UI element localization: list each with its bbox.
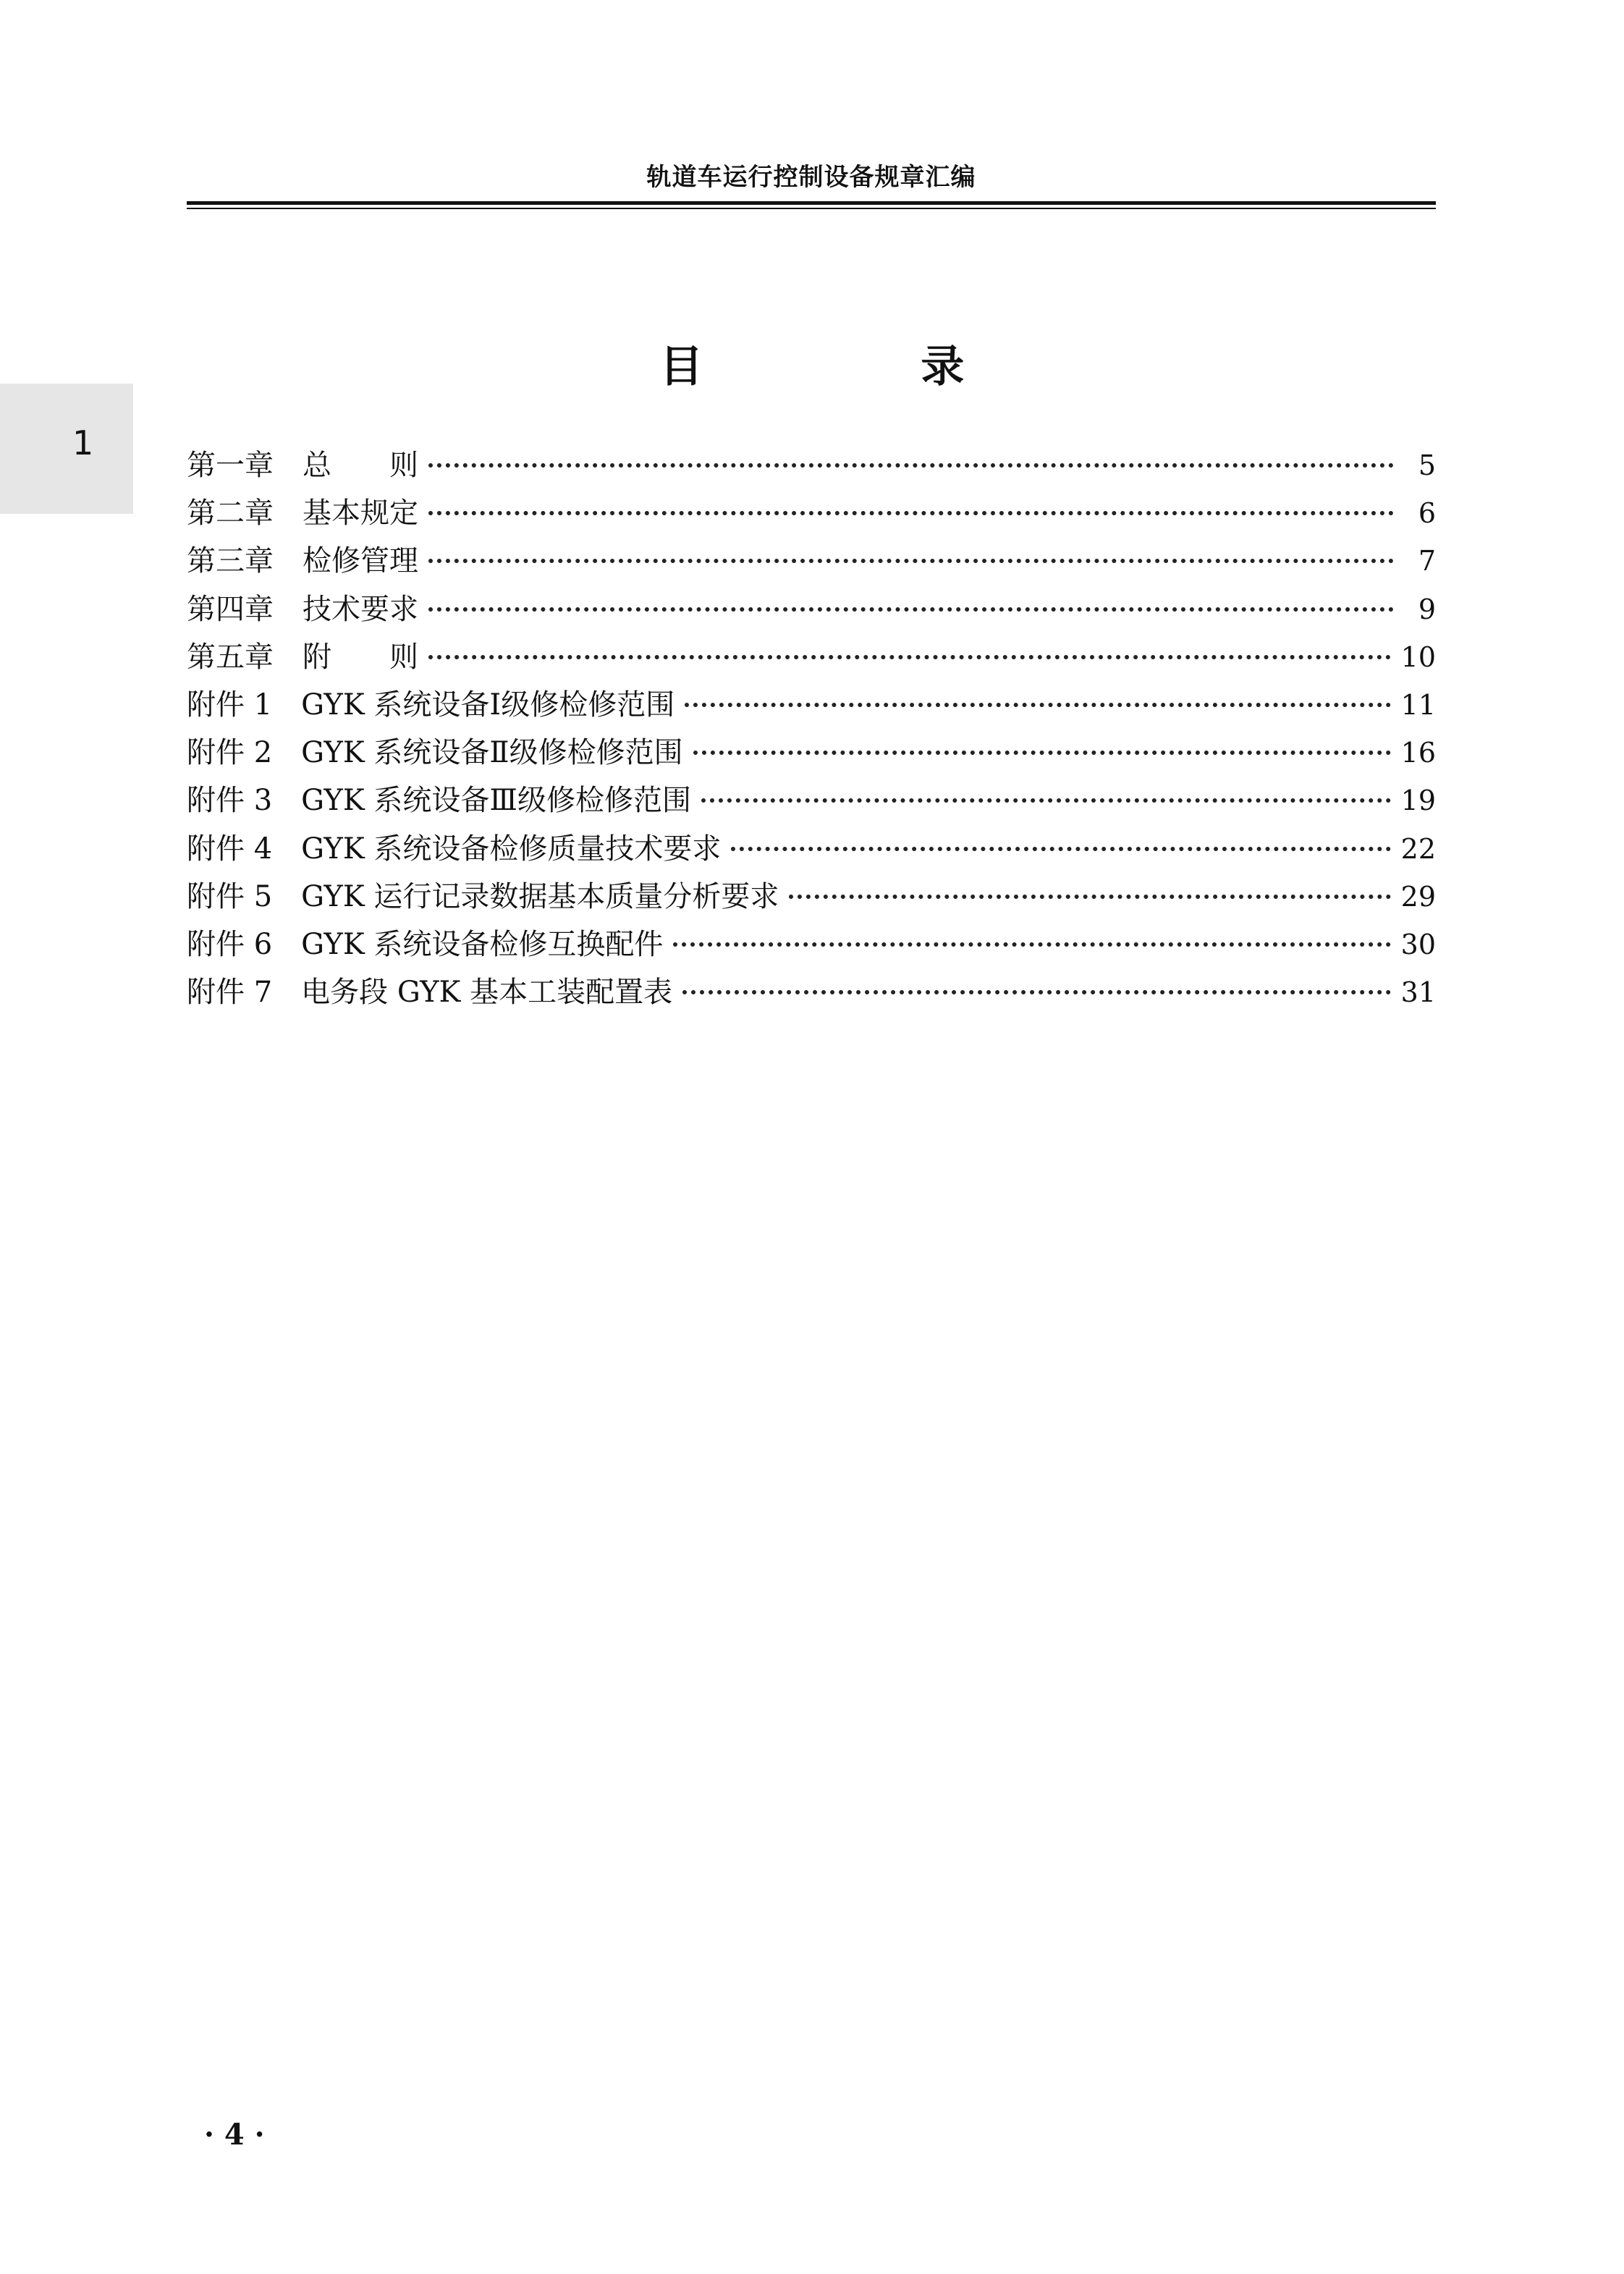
toc-entry-label: 附件 1 GYK 系统设备Ⅰ级修检修范围: [187, 688, 675, 722]
toc-entry-label: 第二章 基本规定: [187, 496, 418, 531]
toc-entry-page: 31: [1400, 976, 1436, 1009]
toc-entry-page: 19: [1400, 785, 1436, 817]
toc-entry[interactable]: [187, 537, 1436, 585]
toc-entry-label: 第四章 技术要求: [187, 592, 418, 626]
toc-entry-label: 附件 5 GYK 运行记录数据基本质量分析要求: [187, 879, 779, 913]
toc-entry-page: 10: [1400, 641, 1436, 673]
toc-entry-page: 6: [1418, 497, 1436, 530]
running-header-title: 轨道车运行控制设备规章汇编: [646, 163, 976, 192]
header-rule-thin: [187, 208, 1436, 209]
toc-entry-label: 第三章 检修管理: [187, 544, 418, 578]
toc-dot-leader: [731, 847, 1390, 851]
toc-entry-page: 30: [1400, 928, 1436, 960]
toc-list: [187, 441, 1436, 1016]
toc-entry-label: 第一章 总 则: [187, 449, 418, 482]
toc-entry-page: 29: [1400, 880, 1436, 913]
toc-entry-label: 附件 4 GYK 系统设备检修质量技术要求: [187, 832, 722, 866]
toc-entry[interactable]: [187, 441, 1436, 489]
toc-entry-page: 9: [1418, 593, 1436, 625]
toc-entry-page: 5: [1418, 449, 1436, 481]
chapter-side-tab-number: 1: [72, 423, 94, 462]
toc-entry-label: 附件 3 GYK 系统设备Ⅲ级修检修范围: [187, 784, 691, 818]
toc-dot-leader: [428, 607, 1394, 612]
toc-dot-leader: [428, 655, 1391, 659]
toc-dot-leader: [789, 895, 1390, 899]
page-number: · 4 ·: [204, 2118, 265, 2152]
toc-dot-leader: [693, 751, 1391, 755]
toc-dot-leader: [701, 798, 1391, 803]
toc-dot-leader: [428, 463, 1394, 468]
toc-entry-label: 附件 7 电务段 GYK 基本工装配置表: [187, 976, 673, 1010]
chapter-side-tab: [0, 384, 133, 514]
toc-entry-label: 附件 2 GYK 系统设备Ⅱ级修检修范围: [187, 736, 683, 770]
toc-entry-page: 22: [1400, 832, 1436, 865]
toc-entry-label: 附件 6 GYK 系统设备检修互换配件: [187, 927, 664, 961]
toc-dot-leader: [682, 990, 1391, 994]
toc-entry[interactable]: [187, 633, 1436, 681]
header-rule-thick: [187, 201, 1436, 205]
toc-entry[interactable]: [187, 921, 1436, 968]
toc-entry[interactable]: [187, 873, 1436, 921]
toc-entry-page: 7: [1418, 545, 1436, 578]
toc-entry[interactable]: [187, 681, 1436, 729]
toc-dot-leader: [685, 703, 1390, 707]
toc-entry-page: 16: [1400, 737, 1436, 769]
toc-title: 目 录: [659, 342, 1066, 392]
toc-entry[interactable]: [187, 825, 1436, 873]
toc-entry[interactable]: [187, 777, 1436, 824]
toc-dot-leader: [673, 942, 1390, 947]
toc-entry[interactable]: [187, 729, 1436, 777]
toc-dot-leader: [428, 511, 1394, 515]
toc-entry[interactable]: [187, 586, 1436, 633]
toc-entry-label: 第五章 附 则: [187, 640, 418, 674]
toc-entry[interactable]: [187, 968, 1436, 1016]
toc-dot-leader: [428, 559, 1394, 563]
toc-entry-page: 11: [1400, 688, 1436, 721]
toc-entry[interactable]: [187, 489, 1436, 537]
